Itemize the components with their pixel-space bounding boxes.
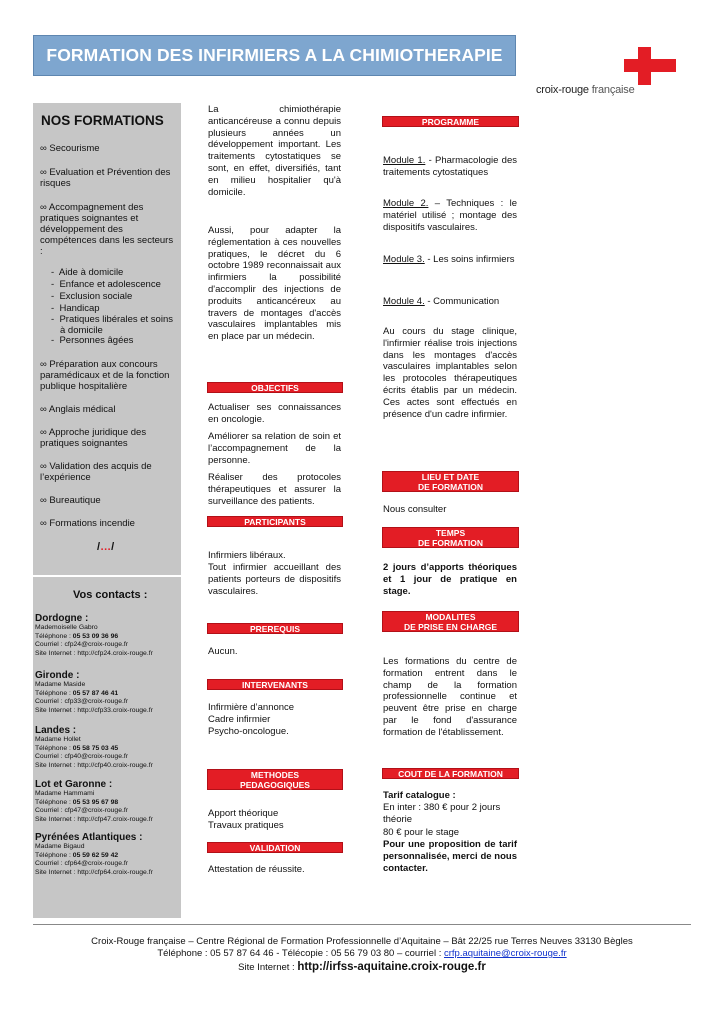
contact-card: Gironde : Madame Maside Téléphone : 05 57 87 46 41 Courriel : cfp33@croix-rouge.fr Site Internet : http://cfp33.croix-rouge.fr	[35, 670, 181, 715]
cout-contact-text: Pour une proposition de tarif personnalisée, merci de nous contacter.	[383, 839, 517, 874]
contact-card: Lot et Garonne : Madame Hammami Téléphone : 05 53 95 67 98 Courriel : cfp47@croix-rouge.fr Site Internet : http://cfp47.croix-rouge.fr	[35, 779, 181, 824]
section-heading-programme: PROGRAMME	[382, 116, 519, 127]
contact-email: Courriel : cfp33@croix-rouge.fr	[35, 698, 129, 705]
module-item: Module 1. - Pharmacologie des traitements cytostatiques	[383, 155, 517, 178]
sidebar	[33, 103, 181, 918]
validation-text: Attestation de réussite.	[208, 864, 305, 875]
footer-site: Site Internet : http://irfss-aquitaine.croix-rouge.fr	[238, 961, 486, 973]
logo-text: croix-rouge française	[536, 84, 635, 96]
module-item: Module 4. - Communication	[383, 296, 500, 307]
sidebar-title: NOS FORMATIONS	[41, 113, 164, 128]
participants-text: Tout infirmier accueillant des patients porteurs de dispositifs vasculaires.	[208, 562, 341, 597]
intro-paragraph: La chimiothérapie anticancéreuse a connu depuis plusieurs années un développement important. Les traitements cytostatiques se sont, en effet, diversifiés, tant en milieu hospitalier qu'à domicile.	[208, 104, 341, 198]
contact-card: Dordogne : Mademoiselle Gabro Téléphone : 05 53 09 36 96 Courriel : cfp24@croix-rouge.fr Site Internet : http://cfp24.croix-rouge.fr	[35, 613, 181, 658]
sidebar-divider	[33, 575, 181, 577]
intervenant-item: Psycho-oncologue.	[208, 726, 289, 737]
methode-item: Travaux pratiques	[208, 820, 284, 831]
intro-paragraph: Aussi, pour adapter la réglementation à ces nouvelles pratiques, le décret du 6 octobre 1989 reconnaissait aux infirmiers la possibilité d'accomplir des injections de produits anticancéreux au travers de montages d'accès vasculaires implantables mis en place par un médecin.	[208, 225, 341, 343]
formation-item: ∞ Anglais médical	[40, 404, 116, 415]
section-heading-temps: TEMPS DE FORMATION	[382, 527, 519, 548]
cout-text: En inter : 380 € pour 2 jours théorie	[383, 802, 501, 825]
formation-item: ∞ Bureautique	[40, 495, 101, 506]
cout-label: Tarif catalogue :	[383, 790, 456, 801]
participants-text: Infirmiers libéraux.	[208, 550, 286, 561]
red-cross-logo-icon	[624, 47, 676, 85]
section-heading-objectifs: OBJECTIFS	[207, 382, 343, 393]
section-heading-prerequis: PREREQUIS	[207, 623, 343, 634]
section-heading-lieu: LIEU ET DATE DE FORMATION	[382, 471, 519, 492]
footer-email-link[interactable]: crfp.aquitaine@croix-rouge.fr	[443, 948, 567, 959]
contact-card: Pyrénées Atlantiques : Madame Bigaud Téléphone : 05 59 62 59 42 Courriel : cfp64@croix-rouge.fr Site Internet : http://cfp64.croix-rouge.fr	[35, 832, 181, 877]
formation-item: ∞ Validation des acquis de l’expérience	[40, 461, 152, 483]
contact-email: Courriel : cfp47@croix-rouge.fr	[35, 807, 129, 814]
contact-email: Courriel : cfp40@croix-rouge.fr	[35, 753, 129, 760]
objectif-text: Améliorer sa relation de soin et l’accompagnement de la personne.	[208, 431, 341, 466]
contacts-title: Vos contacts :	[73, 589, 148, 601]
sector-item: - Enfance et adolescence	[51, 279, 161, 290]
methode-item: Apport théorique	[208, 808, 279, 819]
stage-paragraph: Au cours du stage clinique, l'infirmier réalise trois injections dans les montages d'accès vasculaires implantables selon les protocoles thérapeutiques écrits établis par un médecin. Ces actes sont effectués en présence d'un cadre infirmier.	[383, 326, 517, 420]
sector-item: - Handicap	[51, 303, 100, 314]
section-heading-intervenants: INTERVENANTS	[207, 679, 343, 690]
module-item: Module 2. – Techniques : le matériel utilisé ; montage des dispositifs vasculaires.	[383, 198, 517, 233]
contact-site: Site Internet : http://cfp47.croix-rouge.fr	[35, 815, 153, 823]
sector-item: - Pratiques libérales et soins à domicile	[51, 314, 173, 336]
intervenant-item: Infirmière d’annonce	[208, 702, 295, 713]
objectif-text: Actualiser ses connaissances en oncologie.	[208, 402, 341, 425]
formation-item: ∞ Secourisme	[40, 143, 100, 154]
prerequis-text: Aucun.	[208, 646, 238, 657]
section-heading-validation: VALIDATION	[207, 842, 343, 853]
formation-item: ∞ Préparation aux concours paramédicaux et de la fonction publique hospitalière	[40, 359, 170, 392]
sector-item: - Aide à domicile	[51, 267, 124, 278]
formation-item: ∞ Formations incendie	[40, 518, 135, 529]
sector-item: - Exclusion sociale	[51, 291, 133, 302]
temps-text: 2 jours d’apports théoriques et 1 jour de pratique en stage.	[383, 562, 517, 597]
contact-site: Site Internet : http://cfp24.croix-rouge.fr	[35, 649, 153, 657]
intervenant-item: Cadre infirmier	[208, 714, 271, 725]
formation-item: ∞ Accompagnement des pratiques soignantes et développement des compétences dans les secteurs :	[40, 202, 174, 257]
formation-item: ∞ Evaluation et Prévention des risques	[40, 167, 171, 189]
lieu-text: Nous consulter	[383, 504, 447, 515]
footer-site-link[interactable]: http://irfss-aquitaine.croix-rouge.fr	[297, 961, 486, 973]
contact-site: Site Internet : http://cfp40.croix-rouge.fr	[35, 761, 153, 769]
title-banner	[33, 35, 516, 76]
footer-divider	[33, 924, 691, 925]
section-heading-participants: PARTICIPANTS	[207, 516, 343, 527]
contact-site: Site Internet : http://cfp64.croix-rouge.fr	[35, 868, 153, 876]
formation-item: ∞ Approche juridique des pratiques soignantes	[40, 427, 147, 449]
contact-email: Courriel : cfp64@croix-rouge.fr	[35, 860, 129, 867]
section-heading-cout: COUT DE LA FORMATION	[382, 768, 519, 779]
page-title: FORMATION DES INFIRMIERS A LA CHIMIOTHERAPIE	[46, 45, 503, 65]
modalites-text: Les formations du centre de formation entrent dans le champ de la formation professionnelle continue et peuvent être prise en charge par le fond d'assurance formation de l'établissement.	[383, 656, 517, 738]
module-item: Module 3. - Les soins infirmiers	[383, 254, 515, 265]
footer-address: Croix-Rouge française – Centre Régional de Formation Professionnelle d’Aquitaine – Bât 22/25 rue Terres Neuves 33130 Bègles	[91, 936, 633, 947]
footer-contact: Téléphone : 05 57 87 64 46 - Télécopie : 05 56 79 03 80 – courriel : crfp.aquitaine@croix-rouge.fr	[157, 948, 567, 959]
contact-card: Landes : Madame Hollet Téléphone : 05 58 75 03 45 Courriel : cfp40@croix-rouge.fr Site Internet : http://cfp40.croix-rouge.fr	[35, 725, 181, 770]
contact-site: Site Internet : http://cfp33.croix-rouge.fr	[35, 706, 153, 714]
contact-email: Courriel : cfp24@croix-rouge.fr	[35, 641, 129, 648]
section-heading-modalites: MODALITES DE PRISE EN CHARGE	[382, 611, 519, 632]
sector-item: - Personnes âgées	[51, 335, 134, 346]
section-heading-methodes: METHODES PEDAGOGIQUES	[207, 769, 343, 790]
objectif-text: Réaliser des protocoles thérapeutiques et assurer la surveillance des patients.	[208, 472, 341, 507]
cout-text: 80 € pour le stage	[383, 827, 460, 838]
more-ellipsis: /…/	[97, 541, 115, 553]
